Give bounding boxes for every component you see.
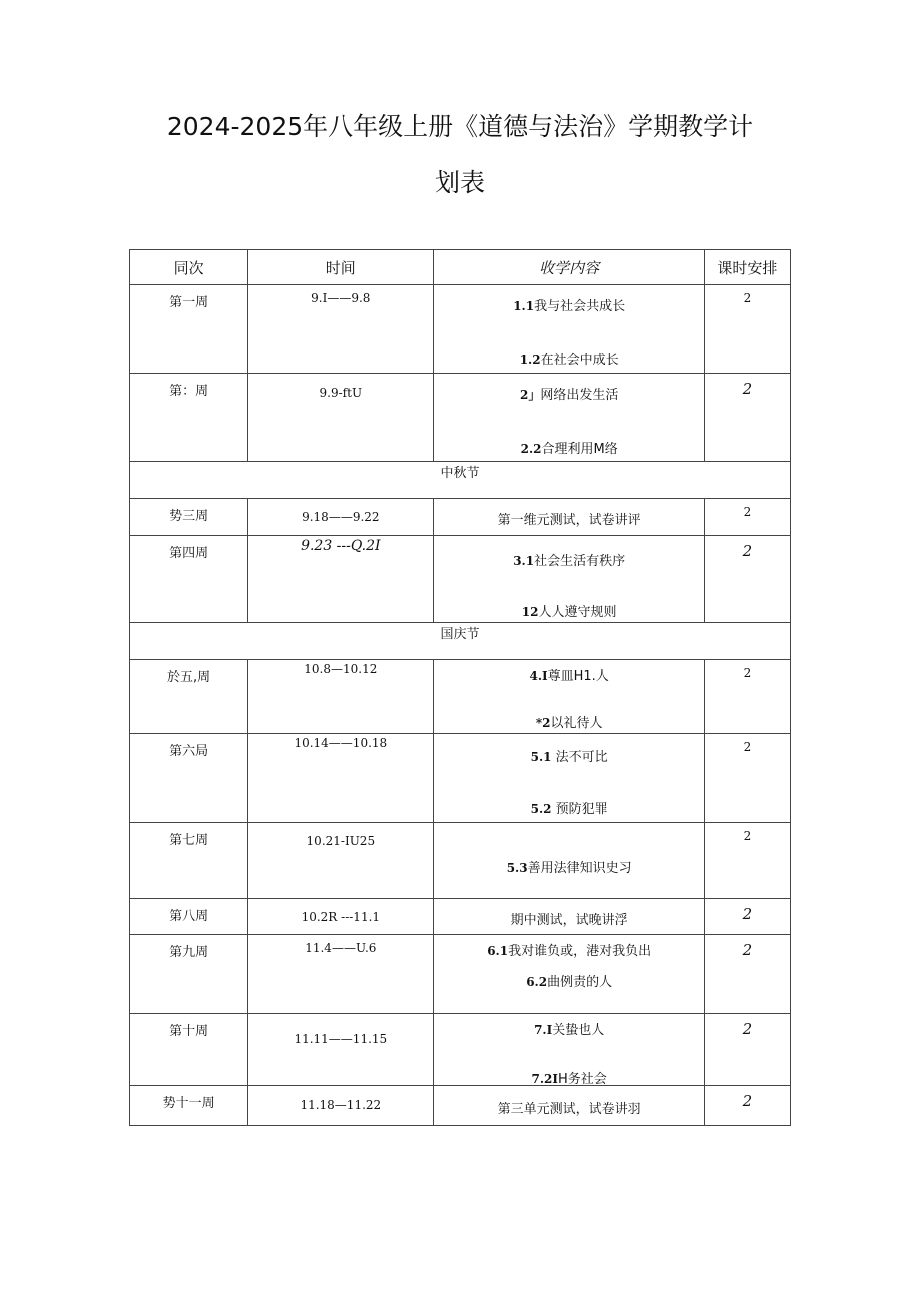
- date-text: 9.9-ftU: [319, 386, 363, 400]
- date-text: 10.14——10.18: [294, 736, 388, 750]
- lesson-number: 2.2: [520, 442, 542, 456]
- date-cell: [248, 823, 434, 899]
- lesson-title: 人人遵守规则: [538, 605, 617, 620]
- week-cell: 第七周: [130, 823, 248, 899]
- content-cell: [434, 660, 704, 734]
- lesson-number: 1.2: [519, 353, 541, 367]
- week-cell: 第八周: [130, 899, 248, 935]
- content-line: [434, 550, 703, 569]
- lesson-title: 第三单元测试，试卷讲羽: [497, 1102, 641, 1117]
- lesson-number: 2」: [519, 388, 541, 402]
- content-line: [434, 1098, 703, 1117]
- date-text: 9.I——9.8: [311, 291, 371, 305]
- hours-cell: 2: [704, 374, 790, 462]
- content-cell: [434, 899, 704, 935]
- holiday-row: [130, 462, 791, 499]
- date-cell: [248, 899, 434, 935]
- content-line: [434, 1019, 703, 1038]
- content-line: [434, 349, 703, 368]
- week-cell: 第六局: [130, 734, 248, 823]
- header-hours: 课时安排: [704, 250, 790, 285]
- content-line: [434, 1068, 703, 1087]
- date-text: 10.2R ---11.1: [301, 910, 381, 924]
- header-week: 同次: [130, 250, 248, 285]
- content-line: [434, 971, 703, 990]
- content-line: [434, 940, 703, 959]
- hours-cell: 2: [704, 899, 790, 935]
- week-cell: 第十周: [130, 1014, 248, 1086]
- header-content: 收学内容: [434, 250, 704, 285]
- lesson-number: 5.1: [530, 750, 552, 764]
- table-row: [130, 1014, 791, 1086]
- date-cell: [248, 285, 434, 374]
- content-line: [434, 746, 703, 765]
- date-text: 9.18——9.22: [302, 510, 380, 524]
- date-cell: [248, 935, 434, 1014]
- date-cell: [248, 1014, 434, 1086]
- table-row: [130, 1086, 791, 1126]
- content-cell: [434, 1086, 704, 1126]
- table-row: [130, 285, 791, 374]
- table-header-row: [130, 250, 791, 285]
- holiday-row: [130, 623, 791, 660]
- lesson-title: 合理利用M络: [541, 442, 618, 457]
- content-cell: [434, 536, 704, 623]
- lesson-title: 期中测试，试晚讲浮: [510, 913, 628, 928]
- date-text: 11.11——11.15: [294, 1032, 388, 1046]
- document-title-line-2: 划表: [434, 168, 485, 197]
- lesson-number: 4.I: [529, 669, 548, 683]
- table-row: [130, 374, 791, 462]
- hours-cell: 2: [704, 536, 790, 623]
- content-line: [434, 295, 703, 314]
- table-row: [130, 734, 791, 823]
- week-cell: 第四周: [130, 536, 248, 623]
- week-cell: 势十一周: [130, 1086, 248, 1126]
- lesson-title: 法不可比: [555, 750, 608, 765]
- table-row: [130, 660, 791, 734]
- lesson-title: 第一维元测试，试卷讲评: [497, 513, 641, 528]
- date-text: 11.4——U.6: [305, 941, 377, 955]
- content-cell: [434, 823, 704, 899]
- date-start: 9.23 ---Q.2I: [301, 538, 381, 554]
- lesson-title: 善用法律知识史习: [527, 861, 632, 876]
- lesson-title: 预防犯罪: [555, 802, 608, 817]
- lesson-title: 在社会中成长: [540, 353, 619, 368]
- content-cell: [434, 285, 704, 374]
- lesson-number: 7.I: [534, 1023, 553, 1037]
- content-cell: [434, 935, 704, 1014]
- content-line: [434, 384, 703, 403]
- lesson-number: 5.3: [506, 861, 528, 875]
- content-cell: [434, 1014, 704, 1086]
- header-date: 时间: [248, 250, 434, 285]
- content-line: [434, 909, 703, 928]
- table-row: [130, 536, 791, 623]
- document-title-line-1: 2024-2025年八年级上册《道德与法治》学期教学计: [166, 112, 754, 141]
- lesson-title: 关蛰也人: [552, 1023, 605, 1038]
- date-text: 11.18—11.22: [300, 1098, 382, 1112]
- lesson-number: 3.1: [513, 554, 535, 568]
- content-line: [434, 509, 703, 528]
- content-line: [434, 712, 703, 731]
- date-cell: [248, 660, 434, 734]
- holiday-label: 中秋节: [130, 462, 791, 499]
- date-text: [248, 536, 433, 554]
- week-cell: 第九周: [130, 935, 248, 1014]
- content-line: [434, 438, 703, 457]
- content-line: [434, 798, 703, 817]
- lesson-title: 曲例责的人: [547, 975, 613, 990]
- hours-cell: 2: [704, 1014, 790, 1086]
- lesson-number: 5.2: [530, 802, 552, 816]
- table-row: [130, 823, 791, 899]
- lesson-number: 6.1: [487, 944, 509, 958]
- date-cell: [248, 499, 434, 536]
- lesson-title: 网络出发生活: [540, 388, 619, 403]
- date-cell: [248, 1086, 434, 1126]
- lesson-number: 7.2I: [531, 1072, 559, 1086]
- lesson-title: 尊皿H1.人: [547, 669, 609, 684]
- content-line: [434, 857, 703, 876]
- table-row: [130, 935, 791, 1014]
- lesson-number: 6.2: [526, 975, 548, 989]
- hours-cell: 2: [704, 1086, 790, 1126]
- date-text: 10.8—10.12: [304, 662, 378, 676]
- date-text: 10.21-IU25: [306, 834, 376, 848]
- hours-cell: 2: [704, 499, 790, 536]
- content-cell: [434, 374, 704, 462]
- content-line: [434, 601, 703, 620]
- content-cell: [434, 499, 704, 536]
- week-cell: 势三周: [130, 499, 248, 536]
- date-cell: [248, 374, 434, 462]
- table-row: [130, 899, 791, 935]
- hours-cell: 2: [704, 935, 790, 1014]
- week-cell: 第一周: [130, 285, 248, 374]
- lesson-title: 我与社会共成长: [534, 299, 626, 314]
- lesson-number: *2: [535, 716, 551, 730]
- hours-cell: 2: [704, 734, 790, 823]
- table-row: [130, 499, 791, 536]
- week-cell: 於五,周: [130, 660, 248, 734]
- lesson-title: 我对谁负或，港对我负出: [508, 944, 652, 959]
- content-cell: [434, 734, 704, 823]
- lesson-number: 12: [521, 605, 539, 619]
- lesson-title: H务社会: [558, 1072, 607, 1087]
- lesson-title: 社会生活有秩序: [534, 554, 626, 569]
- hours-cell: 2: [704, 285, 790, 374]
- lesson-number: 1.1: [513, 299, 535, 313]
- teaching-plan-table: [129, 249, 791, 1126]
- hours-cell: 2: [704, 823, 790, 899]
- holiday-label: 国庆节: [130, 623, 791, 660]
- lesson-title: 以礼待人: [550, 716, 603, 731]
- date-cell: [248, 536, 434, 623]
- content-line: [434, 665, 703, 684]
- week-cell: 第：周: [130, 374, 248, 462]
- hours-cell: 2: [704, 660, 790, 734]
- date-cell: [248, 734, 434, 823]
